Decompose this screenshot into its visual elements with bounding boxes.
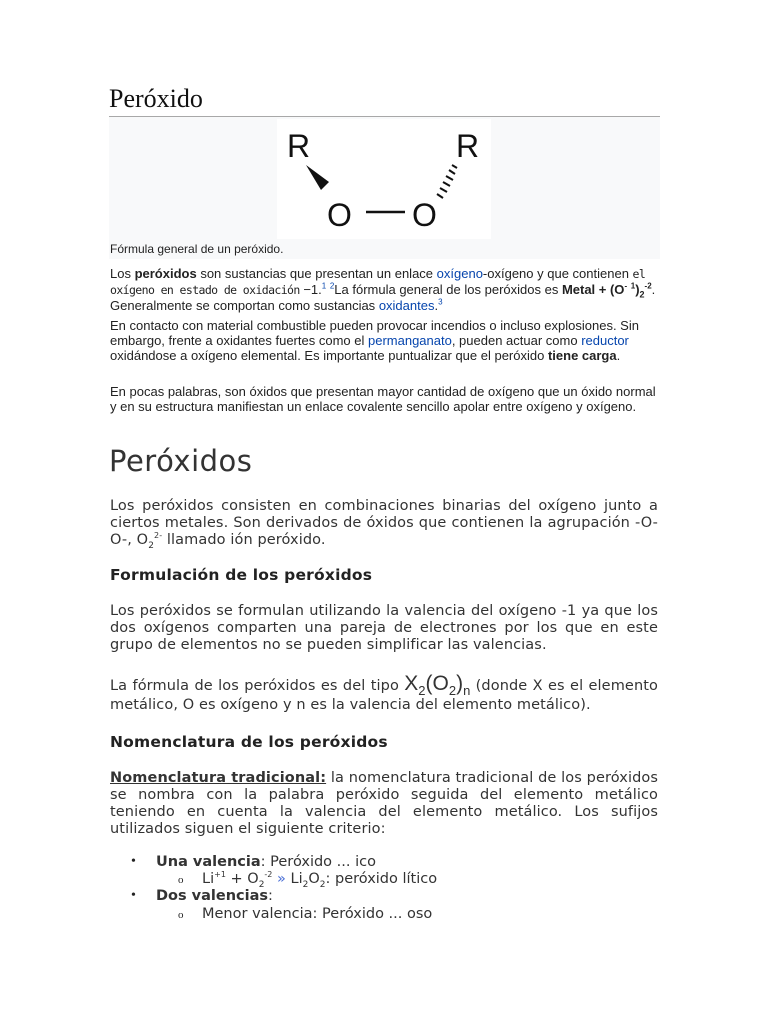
heading-formulacion: Formulación de los peróxidos: [110, 566, 373, 584]
citation-2[interactable]: 2: [329, 281, 335, 291]
bullet-circle: o: [178, 909, 184, 921]
section-paragraph-1: Los peróxidos consisten en combinaciones binarias del oxígeno junto a ciertos metales. Son derivados de óxidos que contienen la agrupación -O-O-, $O_2^{2-}$ llamado ión peróxido.: [110, 498, 658, 551]
section-heading: Peróxidos: [109, 444, 253, 478]
list-subitem-menor-valencia: Menor valencia: Peróxido ... oso: [202, 906, 433, 922]
bullet-circle: o: [178, 874, 184, 886]
heading-nomenclatura: Nomenclatura de los peróxidos: [110, 733, 388, 751]
section-paragraph-4: Nomenclatura tradicional: la nomenclatura tradicional de los peróxidos se nombra con la palabra peróxido seguida del elemento metálico teniendo en cuenta la valencia del elemento metálico. Los sufijos utilizados siguen el siguiente criterio:: [110, 770, 658, 837]
figure-box: [109, 117, 660, 259]
bullet-dot: •: [131, 854, 136, 869]
citation-1[interactable]: 1: [321, 281, 327, 291]
link-oxigeno[interactable]: oxígeno: [436, 266, 483, 281]
list-subitem-li: $Li^{+1} + O_2^{-2}$ » $Li_2O_2$: peróxido lítico: [202, 870, 438, 890]
o-left-label: O: [327, 197, 352, 233]
section-paragraph-2: Los peróxidos se formulan utilizando la valencia del oxígeno -1 ya que los dos oxígenos comparten una pareja de electrones por los que en este grupo de elementos no se pueden simplificar las valencias.: [110, 603, 658, 653]
o-right-label: O: [412, 197, 437, 233]
link-permanganato[interactable]: permanganato: [367, 333, 452, 348]
r-left-label: R: [287, 128, 311, 164]
list-item-dos-valencias: Dos valencias:: [156, 888, 273, 904]
r-right-label: R: [456, 128, 480, 164]
intro-paragraph-2: En contacto con material combustible pueden provocar incendios o incluso explosiones. Sin embargo, frente a oxidantes fuertes como el permanganato, pueden actuar como reductor oxidándose a oxígeno elemental. Es importante puntualizar que el peróxido tiene carga.: [110, 318, 639, 363]
list-item-una-valencia: Una valencia: Peróxido ... ico: [156, 854, 376, 870]
intro-paragraph-1: Los peróxidos son sustancias que presentan un enlace oxígeno-oxígeno y que contienen el oxígeno en estado de oxidación −1.$^1$ $^2$La fórmula general de los peróxidos es Metal + (O- $^1)_2^{-2}$. Generalmente se comportan como sustancias oxidantes.$^3$: [110, 266, 656, 313]
citation-3[interactable]: 3: [438, 297, 443, 307]
peroxide-structure-diagram: [277, 119, 491, 239]
section-paragraph-3: La fórmula de los peróxidos es del tipo $X_2(O_2)_n$ (donde X es el elemento metálico, O es oxígeno y n es la valencia del elemento metálico).: [110, 672, 658, 713]
page-title: Peróxido: [109, 84, 203, 113]
bullet-dot: •: [131, 888, 136, 903]
link-reductor[interactable]: reductor: [581, 333, 629, 348]
arrow-icon: »: [277, 871, 286, 887]
intro-paragraph-3: En pocas palabras, son óxidos que presentan mayor cantidad de oxígeno que un óxido normal y en su estructura manifiestan un enlace covalente sencillo apolar entre oxígeno y oxígeno.: [110, 384, 656, 414]
figure-caption: Fórmula general de un peróxido.: [110, 242, 284, 256]
link-oxidantes[interactable]: oxidantes: [378, 298, 435, 313]
formula: $X_2(O_2)_n$: [404, 672, 471, 699]
